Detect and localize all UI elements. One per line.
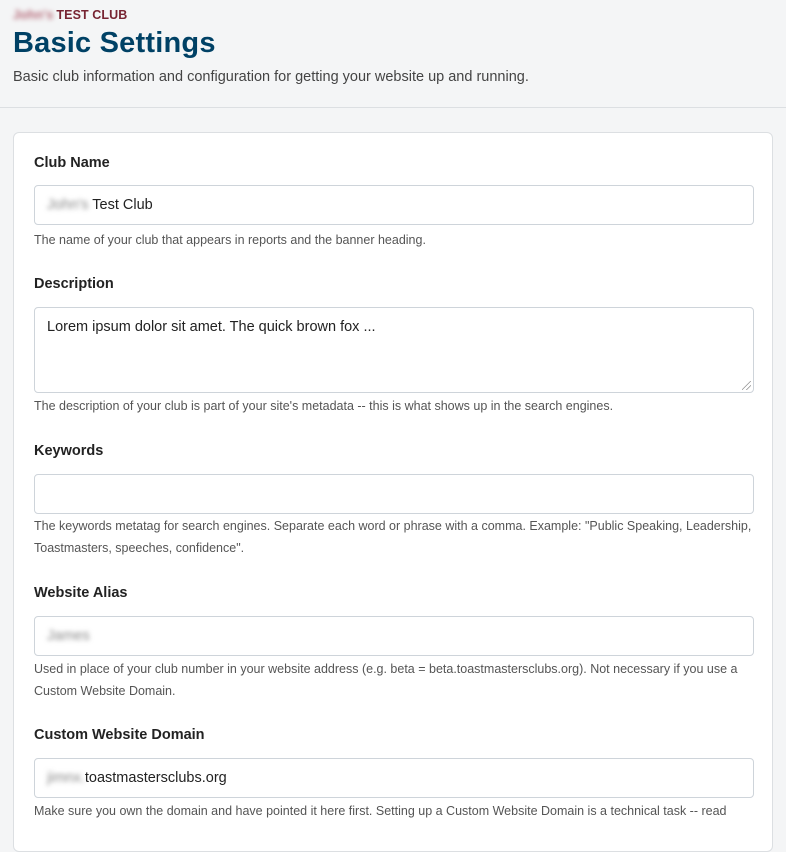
website-alias-value-blurred: James bbox=[47, 628, 90, 644]
custom-domain-prefix-blurred: jimnx. bbox=[47, 770, 85, 786]
club-name-help: The name of your club that appears in reports and the banner heading. bbox=[34, 233, 426, 247]
website-alias-input[interactable] bbox=[34, 616, 754, 656]
page-subtitle: Basic club information and configuration for getting your website up and running. bbox=[13, 69, 529, 85]
description-textarea[interactable] bbox=[34, 307, 754, 393]
resize-handle-icon[interactable] bbox=[742, 381, 751, 390]
club-label-text: TEST CLUB bbox=[56, 8, 128, 22]
club-name-input[interactable] bbox=[34, 185, 754, 225]
custom-domain-value: toastmastersclubs.org bbox=[84, 770, 227, 786]
custom-domain-field bbox=[34, 727, 754, 818]
website-alias-help: Used in place of your club number in your website address (e.g. beta = beta.toastmastersclubs.org). Not necessary if you use a Custom Website Domain. bbox=[34, 662, 738, 698]
club-name-label: Club Name bbox=[34, 155, 110, 171]
page-title: Basic Settings bbox=[13, 27, 216, 59]
page-header bbox=[0, 0, 786, 108]
club-name-field bbox=[34, 155, 754, 247]
club-name-prefix-blurred: John's bbox=[47, 197, 89, 213]
club-label bbox=[13, 8, 127, 22]
keywords-field bbox=[34, 443, 754, 555]
description-help: The description of your club is part of your site's metadata -- this is what shows up in the search engines. bbox=[34, 399, 614, 413]
website-alias-field bbox=[34, 585, 754, 698]
description-field bbox=[34, 276, 754, 413]
custom-domain-input[interactable] bbox=[34, 758, 754, 798]
settings-form-card bbox=[13, 132, 773, 852]
custom-domain-label: Custom Website Domain bbox=[34, 727, 205, 743]
keywords-input[interactable] bbox=[34, 474, 754, 514]
description-label: Description bbox=[34, 276, 114, 292]
description-value: Lorem ipsum dolor sit amet. The quick brown fox ... bbox=[47, 319, 376, 335]
website-alias-label: Website Alias bbox=[34, 585, 128, 601]
custom-domain-help: Make sure you own the domain and have pointed it here first. Setting up a Custom Website Domain is a technical task -- read bbox=[34, 804, 727, 818]
club-name-value: Test Club bbox=[92, 197, 153, 213]
keywords-help: The keywords metatag for search engines. Separate each word or phrase with a comma. Example: "Public Speaking, Leadership, Toastmasters, speeches, confidence". bbox=[34, 519, 752, 555]
keywords-label: Keywords bbox=[34, 443, 104, 459]
club-name-prefix-blurred: John's bbox=[13, 8, 54, 22]
